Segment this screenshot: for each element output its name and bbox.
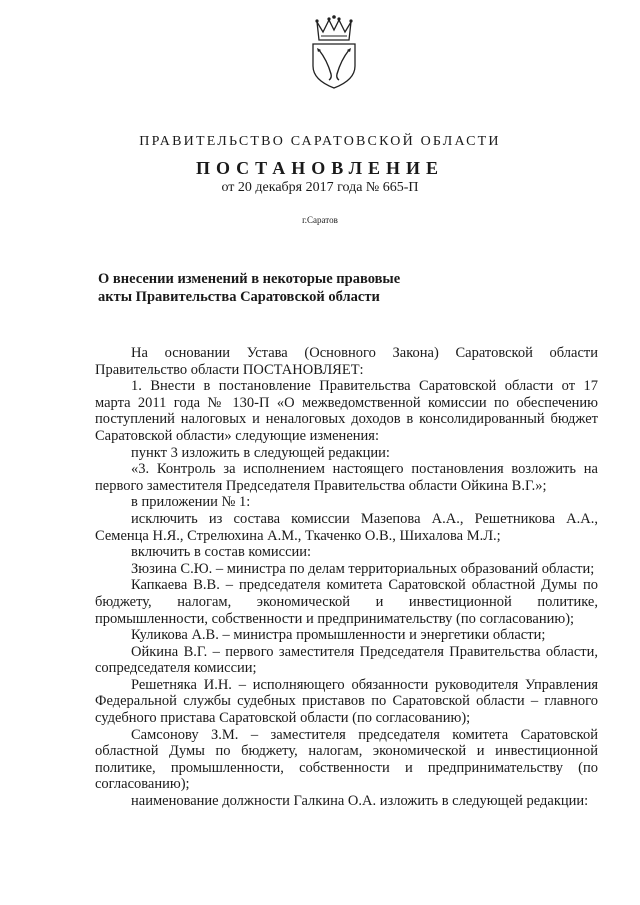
body-paragraph: На основании Устава (Основного Закона) Саратовской области Правительство области ПОСТАНОВЛЯЕТ:: [95, 345, 598, 378]
body-paragraph: Зюзина С.Ю. – министра по делам территориальных образований области;: [131, 560, 595, 577]
body-paragraph: исключить из состава комиссии Мазепова А.А., Решетникова А.А., Семенца Н.Я., Стрелюхина А.М., Ткаченко О.В., Шихалова М.Л.;: [95, 510, 598, 544]
document-body: [95, 345, 598, 810]
body-paragraph: в приложении № 1:: [131, 494, 251, 511]
document-title-line: О внесении изменений в некоторые правовые: [98, 271, 401, 287]
document-title-line: акты Правительства Саратовской области: [98, 289, 380, 305]
body-paragraph: Самсонову З.М. – заместителя председателя комитета Саратовской областной Думы по бюджету, налогам, экономической и инвестиционной политике, промышленности, собственности и предпринимательству (по согласованию);: [95, 726, 598, 793]
body-paragraph: Решетняка И.Н. – исполняющего обязанности руководителя Управления Федеральной службы судебных приставов по Саратовской области – главного судебного пристава Саратовской области (по согласованию);: [95, 676, 598, 727]
body-paragraph: Куликова А.В. – министра промышленности и энергетики области;: [131, 627, 546, 644]
body-paragraph: 1. Внести в постановление Правительства Саратовской области от 17 марта 2011 года № 130-П «О межведомственной комиссии по обеспечению поступлений налоговых и неналоговых доходов в консолидированный бюджет Саратовской области» следующие изменения:: [95, 378, 598, 444]
body-paragraph: «3. Контроль за исполнением настоящего постановления возложить на первого заместителя Председателя Правительства области Ойкина В.Г.»;: [95, 461, 598, 494]
body-paragraph: Капкаева В.В. – председателя комитета Саратовской областной Думы по бюджету, налогам, экономической и инвестиционной политике, промышленности, собственности и предпринимательству (по согласованию);: [95, 577, 598, 627]
document-title: [98, 270, 458, 306]
body-paragraph: пункт 3 изложить в следующей редакции:: [131, 444, 390, 461]
document-type: ПОСТАНОВЛЕНИЕ: [195, 158, 445, 178]
document-date-number: от 20 декабря 2017 года № 665-П: [221, 180, 419, 195]
government-name: ПРАВИТЕЛЬСТВО САРАТОВСКОЙ ОБЛАСТИ: [139, 134, 501, 149]
saratov-coat-of-arms-icon: [303, 14, 365, 92]
body-paragraph: включить в состав комиссии:: [131, 544, 312, 561]
body-paragraph: Ойкина В.Г. – первого заместителя Председателя Правительства области, сопредседателя комиссии;: [95, 643, 598, 677]
document-city: г.Саратов: [302, 215, 338, 225]
body-paragraph: наименование должности Галкина О.А. изложить в следующей редакции:: [131, 793, 589, 810]
